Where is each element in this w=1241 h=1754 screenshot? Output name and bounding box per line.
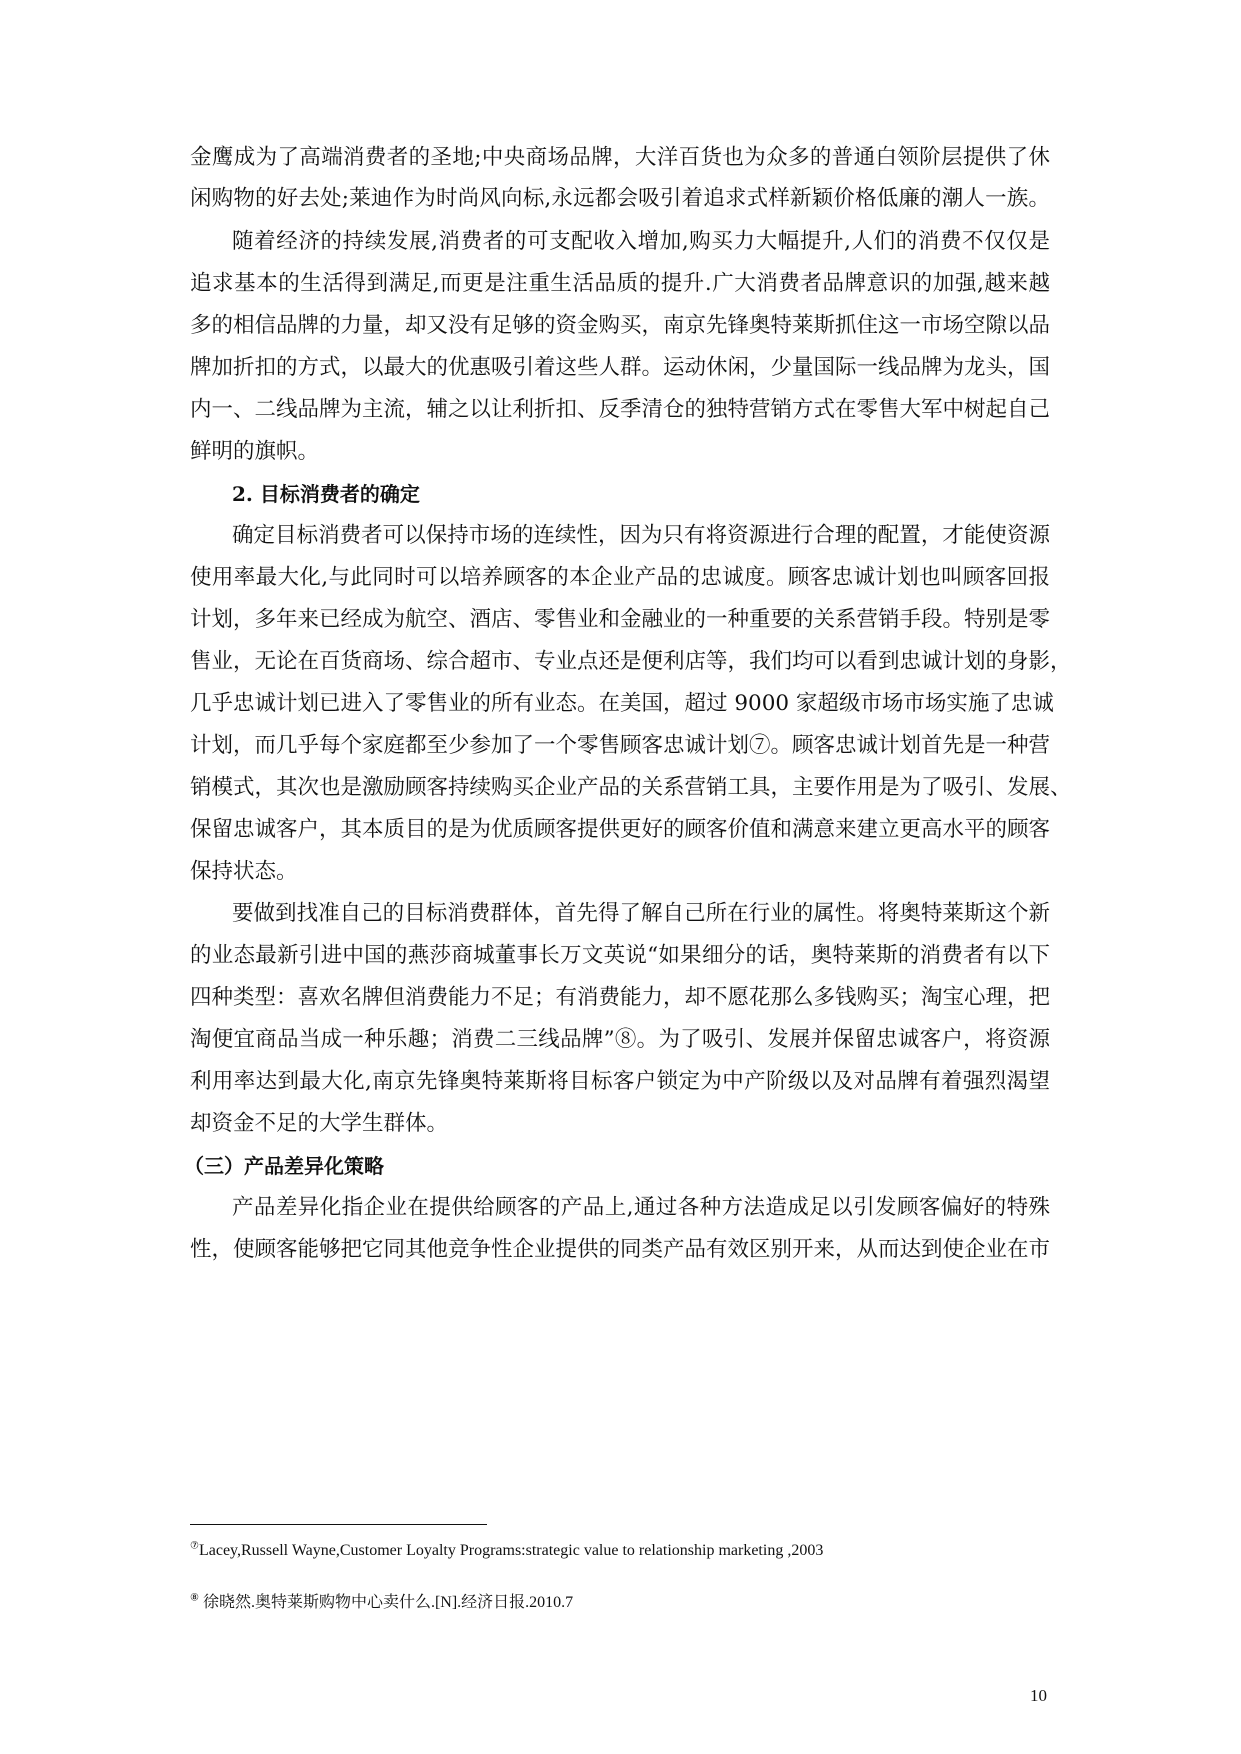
text-line: 几乎忠诚计划已进入了零售业的所有业态。在美国，超过 9000 家超级市场市场实施了忠诚 <box>190 691 1054 716</box>
text-line: 追求基本的生活得到满足,而更是注重生活品质的提升.广大消费者品牌意识的加强,越来越 <box>190 271 1050 296</box>
text-line: 保留忠诚客户，其本质目的是为优质顾客提供更好的顾客价值和满意来建立更高水平的顾客 <box>190 817 1051 842</box>
text-line: 售业，无论在百货商场、综合超市、专业点还是便利店等，我们均可以看到忠诚计划的身影， <box>190 649 1072 674</box>
text-line: 鲜明的旗帜。 <box>190 439 320 464</box>
text-line: 利用率达到最大化,南京先锋奥特莱斯将目标客户锁定为中产阶级以及对品牌有着强烈渴望 <box>190 1069 1050 1094</box>
text-line: 计划，而几乎每个家庭都至少参加了一个零售顾客忠诚计划⑦。顾客忠诚计划首先是一种营 <box>190 733 1051 758</box>
text-line: 内一、二线品牌为主流，辅之以让利折扣、反季清仓的独特营销方式在零售大军中树起自己 <box>190 397 1051 422</box>
text-line: 确定目标消费者可以保持市场的连续性，因为只有将资源进行合理的配置，才能使资源 <box>232 523 1050 548</box>
footnote-marker: ⑧ <box>190 1592 199 1604</box>
text-line: 牌加折扣的方式，以最大的优惠吸引着这些人群。运动休闲，少量国际一线品牌为龙头，国 <box>190 355 1051 380</box>
text-line: 闲购物的好去处;莱迪作为时尚风向标,永远都会吸引着追求式样新颖价格低廉的潮人一族。 <box>190 186 1050 211</box>
text-line: 要做到找准自己的目标消费群体，首先得了解自己所在行业的属性。将奥特莱斯这个新 <box>232 901 1050 926</box>
text-line: 保持状态。 <box>190 859 298 884</box>
footnote-text: Lacey,Russell Wayne,Customer Loyalty Programs:strategic value to relationship marketing ,2003 <box>198 1542 824 1559</box>
text-line: 多的相信品牌的力量，却又没有足够的资金购买，南京先锋奥特莱斯抓住这一市场空隙以品 <box>190 313 1051 338</box>
page-number: 10 <box>1030 1686 1047 1705</box>
section-heading: 2. 目标消费者的确定 <box>232 482 420 506</box>
text-line: 使用率最大化,与此同时可以培养顾客的本企业产品的忠诚度。顾客忠诚计划也叫顾客回报 <box>190 565 1050 590</box>
footnote-separator <box>190 1524 487 1525</box>
text-line: 计划，多年来已经成为航空、酒店、零售业和金融业的一种重要的关系营销手段。特别是零 <box>190 607 1051 632</box>
footnote-marker: ⑦ <box>190 1540 199 1552</box>
text-line: 淘便宜商品当成一种乐趣；消费二三线品牌”⑧。为了吸引、发展并保留忠诚客户，将资源 <box>190 1027 1050 1052</box>
text-line: 的业态最新引进中国的燕莎商城董事长万文英说“如果细分的话，奥特莱斯的消费者有以下 <box>190 943 1050 968</box>
text-line: 产品差异化指企业在提供给顾客的产品上,通过各种方法造成足以引发顾客偏好的特殊 <box>232 1195 1050 1220</box>
text-line: 销模式，其次也是激励顾客持续购买企业产品的关系营销工具，主要作用是为了吸引、发展、 <box>190 775 1072 800</box>
section-heading: （三）产品差异化策略 <box>184 1154 384 1178</box>
footnote <box>190 1540 823 1562</box>
text-line: 随着经济的持续发展,消费者的可支配收入增加,购买力大幅提升,人们的消费不仅仅是 <box>232 229 1050 254</box>
text-line: 金鹰成为了高端消费者的圣地;中央商场品牌，大洋百货也为众多的普通白领阶层提供了休 <box>190 145 1050 170</box>
text-line: 性，使顾客能够把它同其他竞争性企业提供的同类产品有效区别开来，从而达到使企业在市 <box>190 1237 1051 1262</box>
footnote <box>190 1592 573 1614</box>
text-line: 四种类型：喜欢名牌但消费能力不足；有消费能力，却不愿花那么多钱购买；淘宝心理，把 <box>190 985 1051 1010</box>
text-line: 却资金不足的大学生群体。 <box>190 1111 449 1136</box>
footnote-text: 徐晓然.奥特莱斯购物中心卖什么.[N].经济日报.2010.7 <box>198 1594 574 1611</box>
